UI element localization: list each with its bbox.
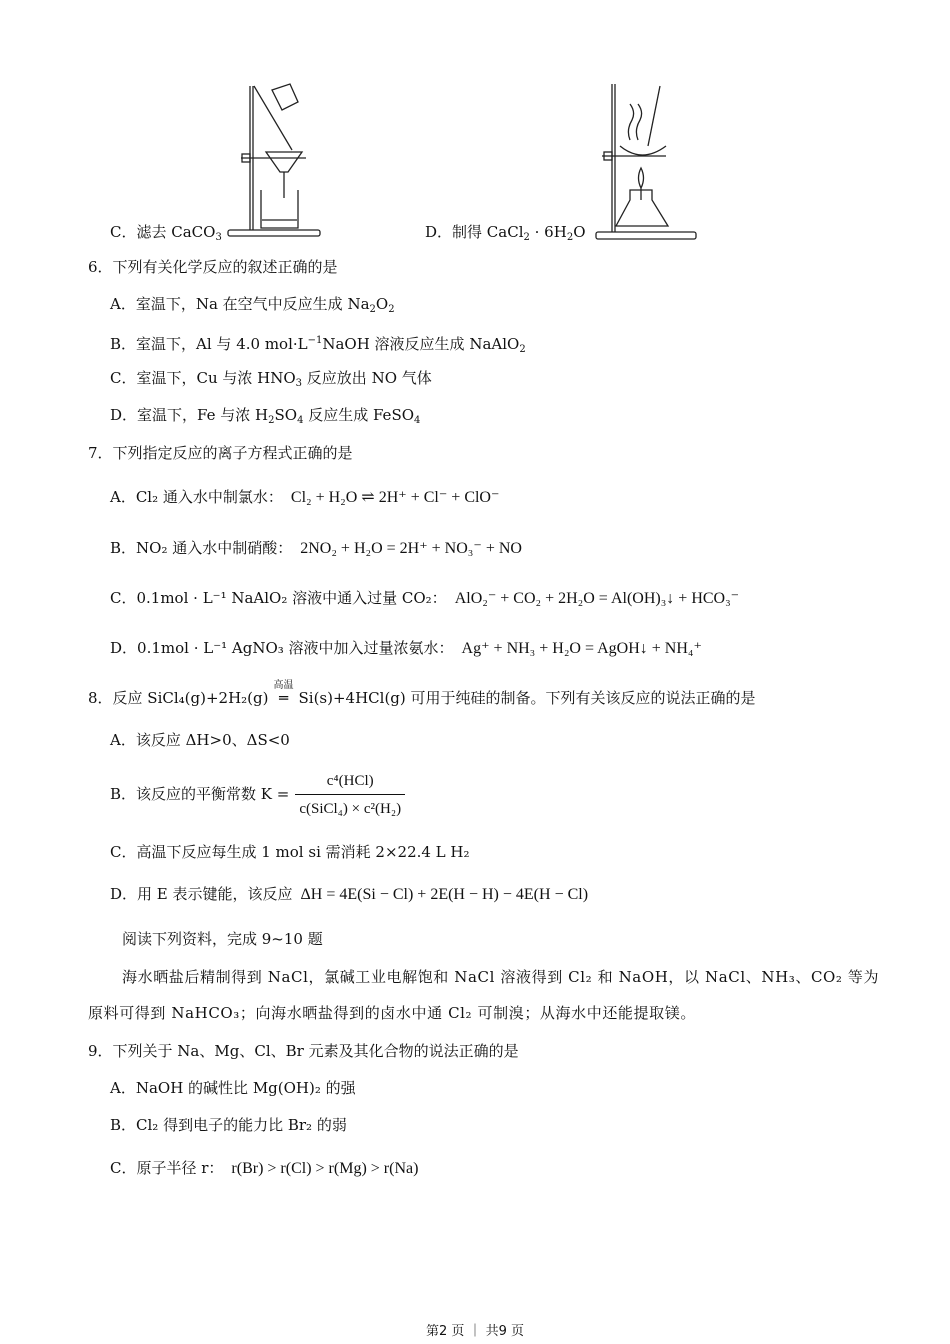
q9-c-equation: r(Br) > r(Cl) > r(Mg) > r(Na) bbox=[231, 1160, 419, 1177]
q8-stem-pre: 8．反应 SiCl₄(g)+2H₂(g) bbox=[88, 689, 269, 707]
q8-b-numerator: c⁴(HCl) bbox=[295, 770, 405, 795]
q5-option-d bbox=[425, 222, 586, 248]
q9-c-text: C．原子半径 r： bbox=[110, 1159, 224, 1177]
q8-stem bbox=[88, 680, 756, 708]
q6-d-text: D．室温下，Fe 与浓 H bbox=[110, 406, 269, 424]
q8-condition-arrow: 高温 ═ bbox=[269, 688, 299, 708]
reading-paragraph-line2: 原料可得到 NaHCO₃；向海水晒盐得到的卤水中通 Cl₂ 可制溴；从海水中还能提取镁。 bbox=[88, 1004, 696, 1022]
q7-option-d bbox=[110, 638, 702, 659]
q6-b-text2: NaOH 溶液反应生成 NaAlO bbox=[322, 335, 520, 353]
q7-a-equation: Cl₂ + H₂O ⇌ 2H⁺ + Cl⁻ + ClO⁻ bbox=[290, 489, 500, 506]
q5-option-d-sub1: 2 bbox=[523, 232, 530, 243]
q7-b-equation: 2NO₂ + H₂O = 2H⁺ + NO₃⁻ + NO bbox=[300, 540, 522, 557]
q7-a-text: A．Cl₂ 通入水中制氯水： bbox=[110, 488, 283, 506]
q5-option-d-mid: · 6H bbox=[529, 223, 567, 241]
q5-option-c-sub: 3 bbox=[215, 232, 222, 243]
q8-option-b bbox=[110, 770, 405, 820]
evaporation-apparatus-figure bbox=[590, 80, 700, 242]
reading-intro: 阅读下列资料，完成 9~10 题 bbox=[122, 930, 323, 948]
q9-option-a: A．NaOH 的碱性比 Mg(OH)₂ 的强 bbox=[110, 1079, 356, 1097]
q6-option-b bbox=[110, 331, 526, 360]
q8-b-text: B．该反应的平衡常数 K = bbox=[110, 785, 290, 803]
q8-option-c: C．高温下反应每生成 1 mol si 需消耗 2×22.4 L H₂ bbox=[110, 843, 470, 861]
q7-option-b bbox=[110, 538, 522, 559]
q7-d-text: D．0.1mol · L⁻¹ AgNO₃ 溶液中加入过量浓氨水： bbox=[110, 639, 454, 657]
q6-d-text3: 反应生成 FeSO bbox=[303, 406, 415, 424]
q6-b-text: B．室温下，Al 与 4.0 mol·L bbox=[110, 335, 308, 353]
q8-option-d bbox=[110, 884, 588, 905]
q6-a-text: A．室温下，Na 在空气中反应生成 Na bbox=[110, 295, 370, 313]
q6-a-sub1: 2 bbox=[369, 304, 376, 315]
filtration-apparatus-figure bbox=[226, 80, 326, 240]
q7-stem: 7．下列指定反应的离子方程式正确的是 bbox=[88, 444, 353, 462]
reading-paragraph-line1: 海水晒盐后精制得到 NaCl，氯碱工业电解饱和 NaCl 溶液得到 Cl₂ 和 NaOH，以 NaCl、NH₃、CO₂ 等为 bbox=[122, 968, 880, 986]
q9-option-b: B．Cl₂ 得到电子的能力比 Br₂ 的弱 bbox=[110, 1116, 347, 1134]
q8-condition: 高温 bbox=[273, 680, 294, 691]
q6-d-text2: SO bbox=[274, 406, 298, 424]
q6-a-sub2: 2 bbox=[388, 304, 395, 315]
q8-option-a: A．该反应 ΔH>0、ΔS<0 bbox=[110, 731, 290, 749]
q6-d-sub1: 2 bbox=[268, 415, 275, 426]
page-footer: 第2 页 ｜ 共9 页 bbox=[425, 1324, 525, 1339]
q6-c-sub: 3 bbox=[295, 378, 303, 389]
q6-option-d bbox=[110, 405, 420, 431]
q8-d-text: D．用 E 表示键能，该反应 bbox=[110, 885, 293, 903]
q7-c-equation: AlO₂⁻ + CO₂ + 2H₂O = Al(OH)₃↓ + HCO₃⁻ bbox=[454, 590, 740, 607]
q6-b-sub: 2 bbox=[519, 344, 526, 355]
q6-option-c bbox=[110, 368, 432, 394]
q6-d-sub2: 4 bbox=[297, 415, 304, 426]
q7-option-a bbox=[110, 487, 499, 508]
q6-a-text2: O bbox=[375, 295, 389, 313]
q6-c-text2: 反应放出 NO 气体 bbox=[302, 369, 432, 387]
q7-c-text: C．0.1mol · L⁻¹ NaAlO₂ 溶液中通入过量 CO₂： bbox=[110, 589, 447, 607]
q7-option-c bbox=[110, 588, 739, 609]
q6-stem: 6．下列有关化学反应的叙述正确的是 bbox=[88, 258, 338, 276]
q8-b-denominator: c(SiCl₄) × c²(H₂) bbox=[299, 801, 402, 817]
q5-option-d-end: O bbox=[573, 223, 586, 241]
q6-c-text: C．室温下，Cu 与浓 HNO bbox=[110, 369, 296, 387]
q6-b-sup: −1 bbox=[307, 335, 323, 346]
q6-option-a bbox=[110, 294, 395, 320]
q8-b-fraction bbox=[295, 770, 405, 820]
q6-d-sub3: 4 bbox=[414, 415, 421, 426]
q8-d-equation: ΔH = 4E(Si − Cl) + 2E(H − H) − 4E(H − Cl) bbox=[300, 886, 589, 903]
q9-option-c bbox=[110, 1158, 418, 1179]
q9-stem: 9．下列关于 Na、Mg、Cl、Br 元素及其化合物的说法正确的是 bbox=[88, 1042, 519, 1060]
q7-b-text: B．NO₂ 通入水中制硝酸： bbox=[110, 539, 293, 557]
q8-stem-post: Si(s)+4HCl(g) 可用于纯硅的制备。下列有关该反应的说法正确的是 bbox=[298, 689, 756, 707]
q5-option-d-label: D．制得 CaCl bbox=[425, 223, 524, 241]
q5-option-c-label: C．滤去 CaCO bbox=[110, 223, 216, 241]
q5-option-c bbox=[110, 222, 222, 248]
q7-d-equation: Ag⁺ + NH₃ + H₂O = AgOH↓ + NH₄⁺ bbox=[461, 640, 702, 657]
q5-option-d-sub2: 2 bbox=[566, 232, 574, 243]
